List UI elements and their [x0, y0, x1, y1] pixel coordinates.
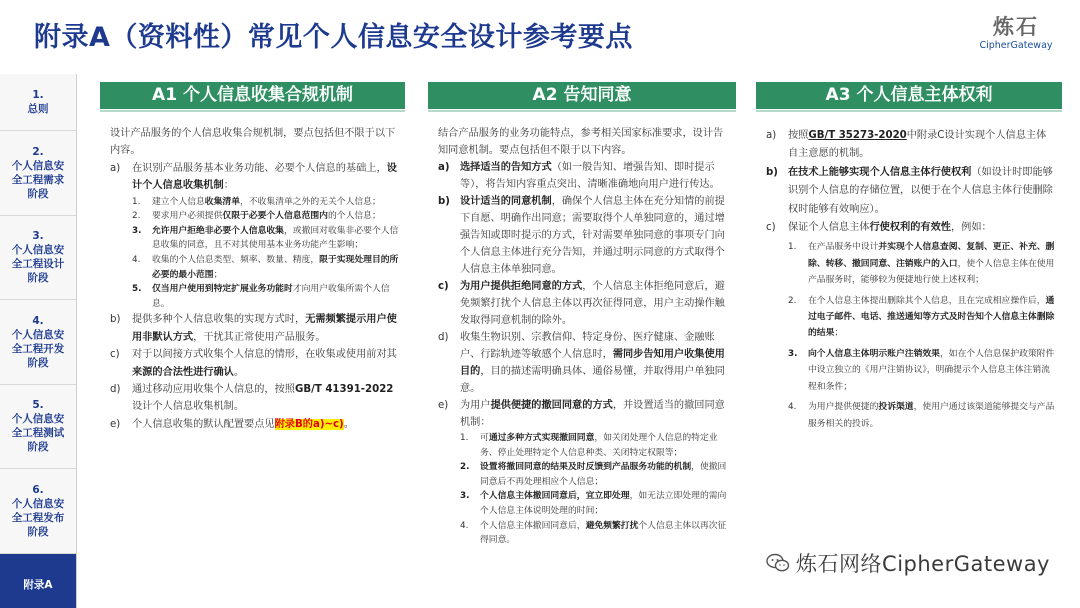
- item-label: a): [438, 162, 450, 173]
- sub-label: 1.: [788, 242, 797, 253]
- text-run: ，例如：: [951, 222, 992, 234]
- text-run: ，并设置适当的撤回同意机制：: [460, 400, 725, 428]
- list-item: [438, 159, 730, 193]
- sub-item: [788, 346, 1056, 395]
- text-run: ，确保个人信息主体在充分知情的前提下自愿、明确作出同意；需要取得个人单独同意的，通过增强告知或即时提示的方式，针对需要单独同意的事项专门向个人信息主体进行充分告知，并通过明示同意的方式取得个人信息主体单独同意。: [460, 196, 725, 275]
- text-run: ；: [213, 269, 223, 280]
- sub-text: [152, 253, 399, 282]
- item-label: b): [438, 196, 450, 207]
- text-run: 通过移动应用收集个人信息的，按照: [132, 384, 295, 395]
- bold-run: GB/T 41391-2022: [295, 384, 394, 395]
- item-label: d): [438, 332, 449, 343]
- sidebar-item-label: 个人信息安全工程发布阶段: [11, 497, 65, 538]
- item-text: [460, 329, 730, 397]
- sidebar-divider: [76, 74, 77, 608]
- sub-item: [132, 224, 399, 253]
- text-run: 在个人信息主体提出删除其个人信息，且在完成相应操作后，: [808, 295, 1046, 306]
- bold-run: 为用户提供拒绝同意的方式: [460, 281, 583, 292]
- item-text: [788, 127, 1056, 164]
- bold-run: 限于实现处理目的所必要的最小范围: [152, 255, 399, 280]
- item-label: a): [766, 130, 777, 141]
- text-run: ，不收集清单之外的无关个人信息；: [240, 196, 381, 207]
- sub-text: [152, 224, 399, 253]
- sidebar-item-testing[interactable]: [0, 385, 76, 470]
- text-run: 。: [233, 366, 245, 378]
- section-a1: [100, 82, 405, 602]
- sidebar-item-num: 2.: [32, 145, 44, 158]
- section-header: A2 告知同意: [428, 82, 736, 109]
- bold-run: 通过多种方式实现撤回同意: [488, 433, 595, 443]
- sidebar-item-label: 个人信息安全工程设计阶段: [11, 244, 65, 285]
- item-text: [460, 278, 730, 329]
- watermark: [766, 548, 1050, 578]
- sub-text: [808, 293, 1056, 342]
- text-run: 个人信息收集的默认配置要点见: [132, 418, 275, 430]
- sidebar-item-num: 5.: [32, 399, 44, 412]
- sub-label: 4.: [788, 402, 797, 413]
- sidebar-item-num: 6.: [32, 483, 44, 496]
- item-text: [132, 160, 399, 195]
- text-run: （如设计时即能够识别个人信息的存储位置，以便于在个人信息主体行使删除权时能够有效响应）。: [788, 166, 1053, 215]
- bold-run: 需同步告知用户收集使用目的: [460, 349, 725, 377]
- sidebar-item-release[interactable]: [0, 469, 76, 554]
- section-a3: [756, 82, 1062, 602]
- sub-text: [480, 489, 730, 518]
- sub-text: [152, 282, 399, 311]
- text-run: 建立个人信息: [152, 196, 205, 207]
- item-label: b): [766, 166, 778, 178]
- text-run: 中附录C设计实现个人信息主体自主意愿的机制。: [788, 130, 1047, 160]
- text-run: ：: [223, 180, 234, 192]
- item-text: [460, 159, 730, 193]
- text-run: 为用户: [460, 400, 491, 411]
- sidebar-item-label: 个人信息安全工程需求阶段: [11, 159, 65, 200]
- bold-run: 设置将撤回同意的结果及时反馈到产品服务功能的机制: [480, 462, 692, 473]
- sub-item: [132, 253, 399, 282]
- section-header: A1 个人信息收集合规机制: [100, 82, 405, 109]
- item-text: [132, 381, 399, 416]
- bold-run: 在技术上能够实现个人信息主体行使权利: [788, 166, 972, 178]
- sub-item: [788, 239, 1056, 288]
- sidebar-item-label: 个人信息安全工程测试阶段: [11, 413, 65, 454]
- item-label: e): [110, 418, 121, 430]
- sub-item: [132, 195, 399, 210]
- sub-text: [808, 346, 1056, 395]
- sub-label: 2.: [788, 295, 797, 306]
- section-intro: 设计产品服务的个人信息收集合规机制，要点包括但不限于以下内容。: [110, 128, 396, 157]
- sub-label: 2.: [132, 211, 141, 222]
- item-text: [132, 311, 399, 346]
- sub-text: [152, 209, 399, 224]
- sub-label: 3.: [788, 348, 798, 359]
- sidebar-item-design[interactable]: [0, 216, 76, 301]
- bold-run: 选择适当的告知方式: [460, 162, 552, 173]
- bold-run: 避免频繁打扰: [585, 520, 639, 531]
- item-label: b): [110, 314, 121, 326]
- sub-text: [152, 195, 399, 210]
- text-run: ，干扰其正常使用产品服务。: [193, 331, 326, 343]
- list-item: [438, 329, 730, 397]
- list-item: [110, 346, 399, 381]
- section-a2: [428, 82, 736, 602]
- text-run: 收集生物识别、宗教信仰、特定身份、医疗健康、金融账户、行踪轨迹等敏感个人信息时，: [460, 332, 715, 360]
- text-run: 为用户提供便捷的: [808, 402, 879, 413]
- list-item: [438, 193, 730, 278]
- text-run: 的个人信息；: [327, 211, 381, 222]
- sub-item: [460, 460, 730, 489]
- text-run: ，个人信息主体拒绝同意后，避免频繁打扰个人信息主体以再次征得同意，用户主动操作触发取得同意机制的除外。: [460, 281, 725, 326]
- sidebar-item-general[interactable]: [0, 74, 76, 131]
- sub-label: 5.: [132, 284, 142, 295]
- list-item: [766, 164, 1056, 219]
- wechat-icon: [766, 553, 790, 573]
- list-item: [766, 219, 1056, 237]
- bold-run: 投诉渠道: [878, 402, 914, 413]
- sidebar-nav: [0, 74, 76, 608]
- section-body: [428, 109, 736, 548]
- text-run: ，使用户通过该渠道能够提交与产品服务相关的投诉。: [808, 402, 1055, 429]
- item-label: e): [438, 400, 449, 411]
- sub-item: [460, 489, 730, 518]
- sub-text: [480, 460, 730, 489]
- sidebar-item-requirements[interactable]: [0, 131, 76, 216]
- sub-label: 3.: [132, 225, 142, 236]
- sidebar-item-num: 1.: [32, 89, 44, 101]
- item-text: [460, 193, 730, 278]
- text-run: 设计个人信息收集机制。: [132, 401, 245, 413]
- item-label: d): [110, 384, 121, 395]
- sub-item: [788, 399, 1056, 432]
- bold-run: 无需频繁提示用户使用非默认方式: [132, 314, 397, 343]
- bold-run: 允许用户拒绝非必要个人信息收集: [152, 225, 284, 236]
- list-item: [110, 416, 399, 433]
- text-run: 在产品服务中设计: [808, 242, 879, 253]
- sub-label: 1.: [460, 433, 469, 443]
- item-label: c): [438, 281, 449, 292]
- sub-label: 4.: [460, 520, 469, 531]
- text-run: 收集的个人信息类型、频率、数量、精度，: [152, 255, 320, 265]
- section-body: [100, 109, 405, 433]
- sub-item: [132, 209, 399, 224]
- section-body: [756, 109, 1062, 432]
- item-label: c): [766, 222, 776, 234]
- sub-label: 1.: [132, 196, 141, 207]
- bold-run: 向个人信息主体明示账户注销效果: [808, 348, 940, 359]
- sub-label: 2.: [460, 462, 470, 473]
- text-run: ；: [834, 328, 844, 339]
- text-run: 按照: [788, 130, 809, 141]
- text-run: 保证个人信息主体: [788, 222, 870, 234]
- list-item: [766, 127, 1056, 164]
- bold-run: GB/T 35273-2020: [808, 130, 907, 141]
- sub-text: [808, 399, 1056, 432]
- sub-item: [132, 282, 399, 311]
- bold-run: 行使权利的有效性: [869, 222, 951, 234]
- text-run: ，如关闭处理个人信息的特定业务、停止处理特定个人信息种类、关闭特定权限等；: [480, 433, 718, 458]
- text-run: 要求用户必须提供: [152, 211, 223, 222]
- bold-run: 设计适当的同意机制: [460, 196, 552, 207]
- item-text: [460, 397, 730, 431]
- watermark-text: 炼石网络CipherGateway: [796, 552, 1050, 576]
- bold-run: 设计个人信息收集机制: [132, 162, 397, 192]
- list-item: [110, 381, 399, 416]
- bold-run: 仅当用户使用到特定扩展业务功能时: [152, 284, 293, 295]
- text-run: ，或撤回对收集非必要个人信息收集的同意，且不对其使用基本业务功能产生影响；: [152, 225, 399, 251]
- sub-text: [808, 239, 1056, 288]
- text-run: 在识别产品服务基本业务功能、必要个人信息的基础上，: [132, 162, 387, 174]
- sub-text: [480, 431, 730, 460]
- text-run: ，使撤回同意后不再处理相应个人信息；: [480, 462, 727, 487]
- bold-run: 收集清单: [204, 196, 240, 207]
- item-label: a): [110, 162, 121, 174]
- sidebar-item-label: 个人信息安全工程开发阶段: [11, 328, 65, 369]
- sub-label: 3.: [460, 491, 470, 502]
- sidebar-item-development[interactable]: [0, 300, 76, 385]
- text-run: 个人信息主体以再次征得同意。: [480, 520, 727, 546]
- list-item: [438, 397, 730, 431]
- sub-item: [460, 519, 730, 548]
- section-intro: 结合产品服务的业务功能特点，参考相关国家标准要求，设计告知同意机制。要点包括但不限于以下内容。: [438, 128, 724, 156]
- text-run: ，如在个人信息保护政策附件中设立独立的《用户注销协议》，明确提示个人信息主体注销流程和条件；: [808, 348, 1055, 392]
- section-header: A3 个人信息主体权利: [756, 82, 1062, 109]
- bold-run: 通过电子邮件、电话、推送通知等方式及时告知个人信息主体删除的结果: [808, 295, 1055, 339]
- sidebar-item-num: 3.: [32, 230, 44, 243]
- text-run: ，如无法立即处理的需向个人信息主体说明处理的时间；: [480, 491, 727, 516]
- brand-logo: [970, 14, 1062, 52]
- item-text: [788, 219, 1056, 237]
- list-item: [110, 311, 399, 346]
- text-run: 可: [480, 433, 489, 443]
- highlighted-run: 附录B的a)~c): [274, 418, 344, 430]
- bold-run: 个人信息主体撤回同意后，宜立即处理: [480, 491, 630, 502]
- list-item: [438, 278, 730, 329]
- logo-cn-text: 炼石: [993, 15, 1039, 39]
- sidebar-item-label: 总则: [27, 103, 49, 115]
- item-label: c): [110, 349, 120, 361]
- sub-label: 4.: [132, 255, 141, 265]
- sub-text: [480, 519, 730, 548]
- text-run: ，使个人信息主体在使用产品服务时，能够较为便捷地行使上述权利；: [808, 258, 1055, 286]
- sidebar-item-appendix-a[interactable]: [0, 554, 76, 608]
- text-run: 。: [343, 418, 354, 430]
- sub-item: [788, 293, 1056, 342]
- bold-run: 并实现个人信息查阅、复制、更正、补充、删除、转移、撤回同意、注销账户的入口: [808, 242, 1055, 269]
- list-item: [110, 160, 399, 195]
- text-run: 提供多种个人信息收集的实现方式时，: [132, 314, 306, 326]
- text-run: 对于以间接方式收集个人信息的情形，在收集或使用前对其: [132, 349, 397, 361]
- item-text: [132, 346, 399, 381]
- item-text: [788, 164, 1056, 219]
- bold-run: 仅限于必要个人信息范围内: [222, 211, 328, 222]
- bold-run: 提供便捷的撤回同意的方式: [490, 400, 613, 411]
- sidebar-item-label: 附录A: [23, 579, 53, 591]
- item-text: [132, 416, 399, 433]
- text-run: ，目的描述需明确具体、通俗易懂，并取得用户单独同意。: [460, 366, 725, 394]
- text-run: 个人信息主体撤回同意后，: [480, 520, 586, 531]
- sub-item: [460, 431, 730, 460]
- bold-run: 来源的合法性进行确认: [132, 366, 234, 378]
- logo-en-text: CipherGateway: [979, 40, 1053, 51]
- text-run: 才向用户收集所需个人信息。: [152, 284, 390, 309]
- page-title: 附录A（资料性）常见个人信息安全设计参考要点: [34, 22, 633, 53]
- sidebar-item-num: 4.: [32, 314, 44, 327]
- text-run: （如一般告知、增强告知、即时提示等），将告知内容重点突出、清晰准确地向用户进行传达。: [460, 162, 720, 190]
